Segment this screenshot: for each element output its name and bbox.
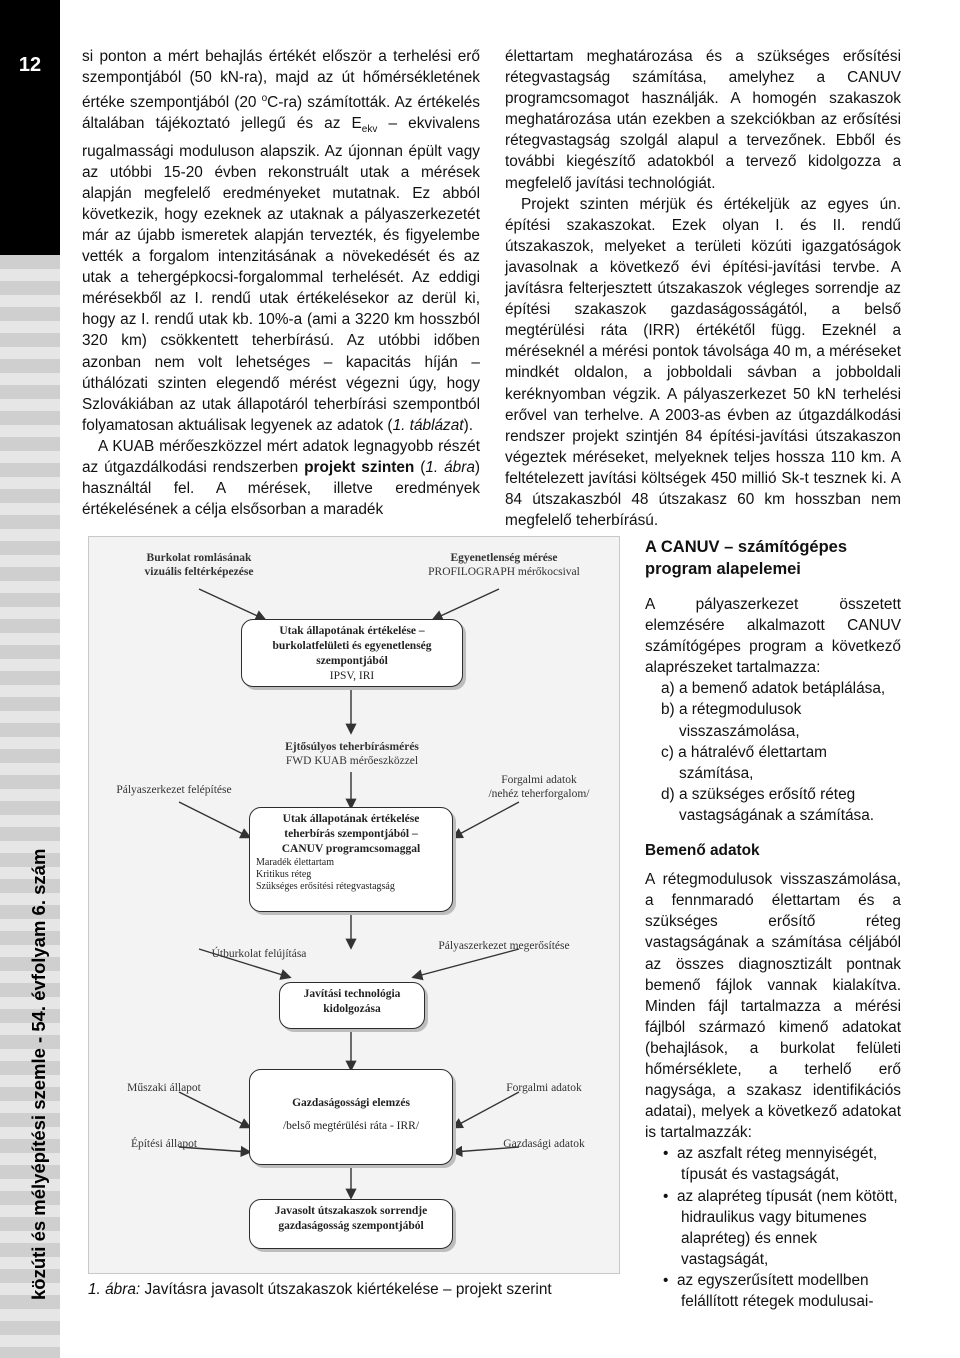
paragraph: A pályaszerkezet összetett elemzésére alkalmazott CANUV számítógépes program a következő alaprészeket tartalmazza: <box>645 596 901 677</box>
bullet-item: • az egyszerűsített modellben felállított rétegek modulusai- <box>663 1271 874 1310</box>
journal-title: közúti és mélyépítési szemle - 54. évfolyam 6. szám <box>28 848 49 1300</box>
flow-label: Forgalmi adatok /nehéz teherforgalom/ <box>488 774 590 800</box>
flow-label: Forgalmi adatok <box>506 1082 582 1094</box>
list-item: b) a rétegmodulusok visszaszámolása, <box>661 701 802 740</box>
flowchart-figure <box>88 536 620 1274</box>
flow-box: Gazdaságossági elemzés /belső megtérülési ráta - IRR/ <box>249 1069 453 1165</box>
sidebar <box>0 0 60 1358</box>
flow-label: Gazdasági adatok <box>503 1138 585 1150</box>
subheading: Bemenő adatok <box>645 842 760 860</box>
figure-caption: 1. ábra: Javításra javasolt útszakaszok kiértékelése – projekt szerint <box>88 1281 552 1298</box>
flow-box: Javítási technológia kidolgozása <box>279 982 425 1029</box>
text-column-right <box>505 46 901 531</box>
page-number-block <box>0 0 60 255</box>
paragraph: Projekt szinten mérjük és értékeljük az egyes ún. építési szakaszokat. Ezek olyan I. és II. rendű útszakaszok, melyeket a területi közúti igazgatóságok javasolnak a következő évi építési-javítási tervbe. A javításra felterjesztett útszakaszok végleges sorrendje az építési szakaszok gazdaságosságától, a belső megtérülési ráta (IRR) értékétől függ. Ezeknél a méréseknél a mérési pontok távolsága 40 m, a méréseket mindkét oldalon, a jobboldali sávban a jobboldali keréknyomban végzik. A pályaszerkezet 50 kN terhelési erővel van terhelve. A 2003-as évben az útgazdálkodási rendszer projekt szintjén 84 építési-javítási útszakaszon végeztek méréseket, melyeknek teljes hossza 110 km. A feltételezett javítási költségek 450 millió Sk-t tesznek ki. A 84 útszakaszból 48 útszakasz 60 km hosszban nem megfelelő teherbírású. <box>505 195 901 530</box>
paragraph: A KUAB mérőeszközzel mért adatok legnagyobb részét az útgazdálkodási rendszerben projekt szinten (1. ábra) használtál fel. A mérések, illetve eredmények értékelésének a célja elsősorban a maradék <box>82 437 481 519</box>
flow-label: Pályaszerkezet felépítése <box>116 784 232 796</box>
flow-label: Burkolat romlásának vizuális feltérképezése <box>144 552 254 578</box>
text-column-left <box>82 46 480 520</box>
text-column-side <box>645 536 901 1312</box>
bullet-item: • az alapréteg típusát (nem kötött, hidraulikus vagy bitumenes alapréteg) és ennek vastagságát, <box>663 1187 898 1268</box>
list-item: c) a hátralévő élettartam számítása, <box>661 743 827 782</box>
flow-box: Utak állapotának értékelése teherbírás szempontjából – CANUV programcsomaggal Maradék élettartam Kritikus réteg Szükséges erősítési rétegvastagság <box>249 807 453 912</box>
page-number: 12 <box>18 54 42 76</box>
paragraph: A rétegmodulusok visszaszámolása, a fennmaradó élettartam és a szükséges erősítő réteg vastagságának a számítása céljából az összes diagnosztizált pontnak bemenő fájlok vannak kialakítva. Minden fájl tartalmazza a mérési fájlból származó kimenő adatokat (behajlások, a burkolat felületi hőmérséklete, a terhelő erő nagysága, a szakasz identifikációs adatai), melyek a következő adatokat is tartalmazzák: <box>645 871 901 1142</box>
paragraph: élettartam meghatározása és a szükséges erősítési rétegvastagság számítása, amelyhez a CANUV programcsomagot használják. A homogén szakaszok meghatározása után ezekben a szekciókban az erősítési rétegvastagság szolgál alapul a tervezőnek. Ebből és további kiegészítő adatokból a tervező kidolgozza a megfelelő javítási technológiát. <box>505 48 901 192</box>
bullet-item: • az aszfalt réteg mennyiségét, típusát és vastagságát, <box>663 1145 878 1184</box>
paragraph: si ponton a mért behajlás értékét először a terhelési erő szempontjából (50 kN-ra), majd az út hőmérsékletének értéke szempontjából (20 $^o$C-ra) számították. Az értékelés általában tájékoztató jellegű és az $E_{ekv}$ – ekvivalens rugalmassági moduluson alapszik. Az újonnan épült vagy az utóbbi 15-20 évben rekonstruált utak a mérések alapján megfelelő eredményeket mutatnak. Ez abból következik, hogy ezeknek az utaknak a pályaszerkezetét már az újabb ismeretek alapján tervezték, és figyelembe vették a forgalom intenzitásának a növekedését és az utak a tehergépkocsi-forgalommal terhelését. Az eddigi mérésekből az I. rendű utak értékelésekor az derül ki, hogy az I. rendű utak kb. 10%-a (ami a 3220 km hosszból 320 km) csökkentett teherbírású. Az utóbbi időben azonban nem volt lehetséges – kapacitás híján – úthálózati szinten elegendő mérést végezni úgy, hogy Szlovákiában az utak állapotáról teherbírási szempontból folyamatosan aktuálisak legyenek az adatok (1. táblázat). <box>82 48 480 434</box>
flow-label: Műszaki állapot <box>127 1082 201 1094</box>
flow-label: Ejtősúlyos teherbírásmérés FWD KUAB mérőeszközzel <box>285 741 419 767</box>
section-heading: A CANUV – számítógépes program alapelemei <box>645 538 848 578</box>
flow-box: Javasolt útszakaszok sorrendje gazdaságosság szempontjából <box>249 1199 453 1249</box>
flow-label: Egyenetlenség mérése PROFILOGRAPH mérőkocsival <box>428 552 580 578</box>
flow-label: Pályaszerkezet megerősítése <box>438 940 570 952</box>
list-item: d) a szükséges erősítő réteg vastagságának a számítása. <box>661 785 875 824</box>
flow-label: Építési állapot <box>130 1138 198 1150</box>
list-item: a) a bemenő adatok betáplálása, <box>661 680 886 698</box>
flow-box: Utak állapotának értékelése – burkolatfelületi és egyenetlenség szempontjából IPSV, IRI <box>241 619 463 687</box>
flow-label: Útburkolat felújítása <box>211 948 307 960</box>
